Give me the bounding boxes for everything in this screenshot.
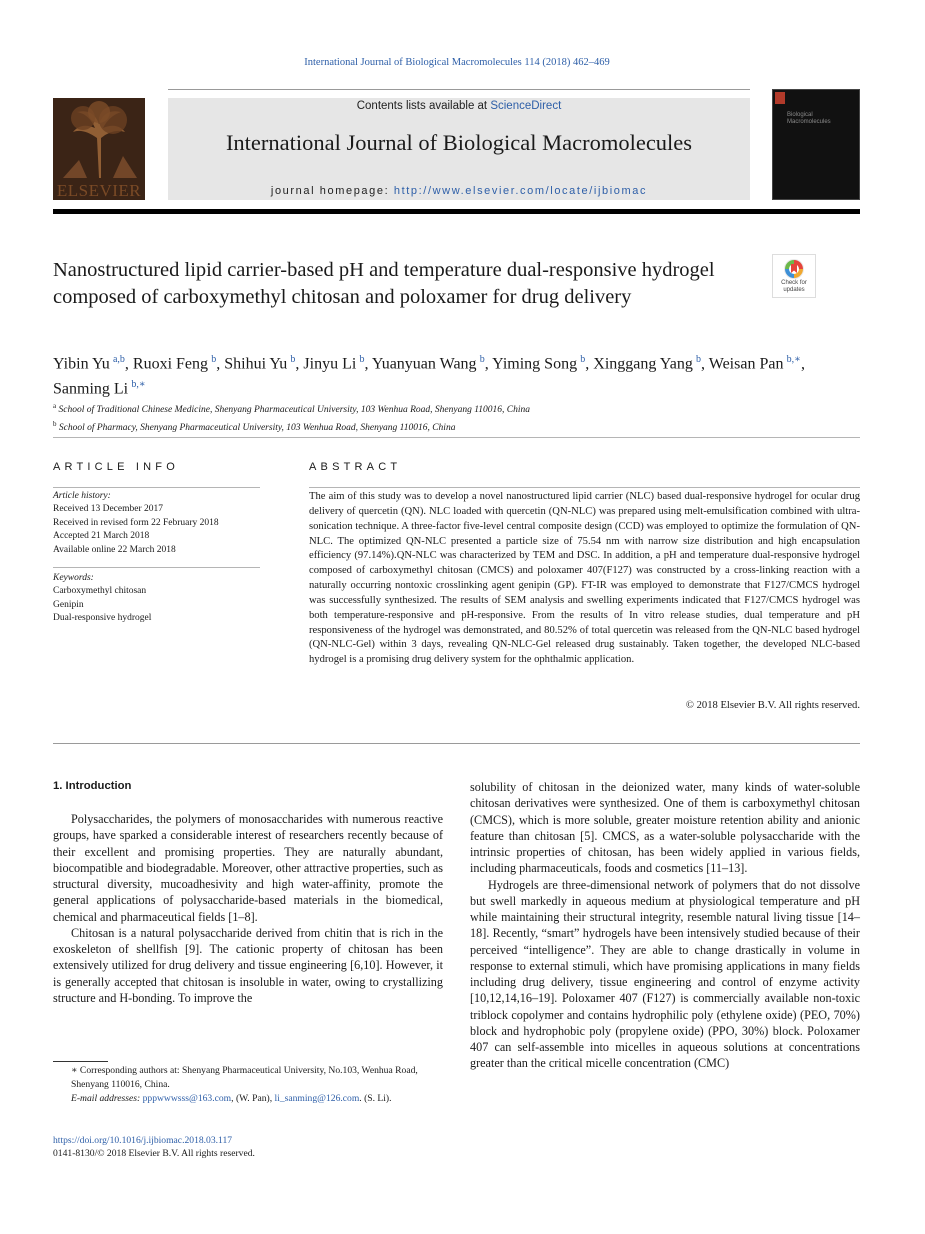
divider (309, 487, 860, 488)
author-name[interactable]: Xinggang Yang (593, 355, 693, 373)
tree-logo-icon (53, 98, 145, 182)
email-label: E-mail addresses: (71, 1092, 141, 1104)
email-owner: . (S. Li). (359, 1092, 392, 1104)
publisher-name: ELSEVIER (56, 181, 142, 200)
author-affiliation-mark[interactable]: a,b (112, 354, 125, 365)
body-paragraph: Polysaccharides, the polymers of monosaccharides with numerous reactive groups, have sparked a considerable interest of researchers recently because of their excellent and promising properties. They are naturally abundant, biocompatible and biodegradable. Moreover, other attractive properties, such as structural diversity, mucoadhesivity and high water-affinity, promote the general applications of polysaccharide-based materials in the biomedical, chemical and pharmaceutical fields [1–8]. (53, 812, 443, 924)
divider (53, 437, 860, 438)
email-link-pan[interactable]: pppwwwsss@163.com (142, 1092, 232, 1104)
cover-title: Biological Macromolecules (787, 112, 831, 125)
keywords-label: Keywords: (53, 573, 94, 583)
journal-title: International Journal of Biological Macromolecules (225, 130, 693, 155)
body-column-right (470, 779, 860, 1072)
affiliation-text: School of Traditional Chinese Medicine, Shenyang Pharmaceutical University, 103 Wenhua Road, Shenyang 110016, China (58, 405, 530, 416)
paper-title: Nanostructured lipid carrier-based pH and temperature dual-responsive hydrogel composed of carboxymethyl chitosan and poloxamer for drug delivery (53, 259, 715, 308)
affiliation-mark: a (53, 402, 57, 410)
history-item: Available online 22 March 2018 (53, 544, 176, 555)
body-column-left (53, 811, 443, 1006)
email-owner: , (W. Pan), (231, 1092, 275, 1104)
cover-emblem-icon (775, 92, 785, 104)
divider (53, 743, 860, 744)
author-name[interactable]: Yiming Song (492, 355, 578, 373)
history-label: Article history: (53, 491, 111, 501)
body-paragraph: solubility of chitosan in the deionized water, many kinds of water-soluble chitosan derivatives were synthesized. One of them is carboxymethyl chitosan (CMCS), which is more soluble, greater moisture retention ability and anionic feature than chitosan [5]. CMCS, as a water-soluble polysaccharide with the intrinsic properties of chitosan, has been widely applied in various fields, including pharmaceuticals, foods and cosmetics [11–13]. (470, 780, 860, 876)
body-paragraph: Chitosan is a natural polysaccharide derived from chitin that is rich in the exoskeleton of shellfish [9]. The cationic property of chitosan has been extensively utilized for drug delivery and tissue engineering [6,10]. However, it is generally accepted that chitosan is insoluble in water, owing to crystallizing structure and H-bonding. To improve the (53, 925, 443, 1005)
abstract-copyright: © 2018 Elsevier B.V. All rights reserved. (685, 700, 860, 711)
affiliation-mark: b (53, 419, 57, 428)
author-affiliation-mark[interactable]: b (290, 354, 296, 365)
check-updates-icon (783, 258, 805, 280)
homepage-link[interactable]: http://www.elsevier.com/locate/ijbiomac (393, 185, 648, 197)
check-updates-label-2: updates (783, 287, 805, 293)
header-rule (168, 89, 750, 90)
corresponding-footnote: ∗ Corresponding authors at: Shenyang Pharmaceutical University, No.103, Wenhua Road, Shenyang 110016, China. (71, 1065, 418, 1090)
footnote-rule (53, 1061, 108, 1062)
affiliation-b (53, 418, 860, 436)
author-name[interactable]: Ruoxi Feng (132, 355, 209, 373)
author-name[interactable]: Shihui Yu (224, 355, 288, 373)
keyword: Carboxymethyl chitosan (53, 586, 147, 597)
article-info-heading: ARTICLE INFO (53, 461, 179, 473)
author-name[interactable]: Weisan Pan (708, 355, 784, 373)
author-name[interactable]: Jinyu Li (303, 355, 357, 373)
author-affiliation-mark[interactable]: b,∗ (131, 379, 146, 391)
author-affiliation-mark[interactable]: b (211, 354, 217, 365)
sciencedirect-link[interactable]: ScienceDirect (490, 100, 562, 112)
email-footnote (53, 1092, 443, 1106)
history-item: Received 13 December 2017 (53, 504, 163, 515)
abstract-heading: ABSTRACT (309, 461, 402, 473)
abstract-text: The aim of this study was to develop a novel nanostructured lipid carrier (NLC) based dual-responsive hydrogel for ocular drug delivery of quercetin (QN). NLC loaded with quercetin (QN-NLC) was prepared using melt-emulsification combined with ultra-sonication technique. A three-factor five-level central composite design (CCD) was employed to optimize the formulation of QN-NLC. The optimized QN-NLC presented a particle size of 75.54 nm with narrow size distribution and high encapsulation efficiency (97.14%).QN-NLC was characterized by TEM and DSC. In addition, a pH and temperature dual-responsive hydrogel composed of carboxymethyl chitosan (CMCS) and poloxamer 407(F127) was constructed by a cross-linking reaction with a naturally occurring nontoxic crosslinking agent genipin (GP). FT-IR was employed to demonstrate that F127/CMCS hydrogel was successfully synthesized. The results of SEM analysis and swelling experiments indicated that F127/CMCS hydrogel was both temperature-responsive and pH-responsive. From the results of In vitro release studies, dual temperature and pH responsiveness of the hydrogel was demonstrated, and 80.52% of total quercetin was released from the QN-NLC based hydrogel (QN-NLC-Gel) within 3 days, revealing QN-NLC-Gel released drug sustainably. Taken together, the developed NLC-based hydrogel is a promising drug delivery system for the ophthalmic application. (309, 491, 860, 666)
author-affiliation-mark[interactable]: b (580, 354, 586, 365)
homepage-prefix: journal homepage: (270, 185, 394, 197)
author-list: Yibin Yu $^{a,b}$, Ruoxi Feng $^b$, Shihui Yu $^b$, Jinyu Li $^b$, Yuanyuan Wang $^b$, Yiming Song $^b$, Xinggang Yang $^b$, Weisan Pan $^{b,∗}$, Sanming Li $^{b,∗}$ (53, 354, 805, 398)
journal-homepage (168, 185, 750, 197)
keywords (53, 572, 263, 626)
affiliation-a (53, 400, 860, 418)
journal-cover[interactable] (772, 89, 860, 200)
doi-block (53, 1134, 453, 1160)
divider (53, 487, 260, 488)
author-affiliation-mark[interactable]: b (359, 354, 365, 365)
journal-header (168, 98, 750, 200)
contents-line (168, 100, 750, 112)
contents-prefix: Contents lists available at (356, 100, 491, 112)
affiliation-text: School of Pharmacy, Shenyang Pharmaceutical University, 103 Wenhua Road, Shenyang 110016, China (58, 422, 456, 433)
divider (53, 567, 260, 568)
affiliations (53, 400, 860, 435)
keyword: Dual-responsive hydrogel (53, 613, 152, 624)
history-item: Accepted 21 March 2018 (53, 531, 150, 542)
author-affiliation-mark[interactable]: b,∗ (786, 354, 801, 365)
body-paragraph: Hydrogels are three-dimensional network of polymers that do not dissolve but swell markedly in aqueous medium at physiological temperature and pH while maintaining their structural integrity, resemble natural living tissue [14–18]. Recently, “smart” hydrogels have been intensively studied because of their perceived “intelligence”. They are able to change drastically in volume in response to external stimuli, which have promising applications in many fields including drug delivery, tissue engineering and control of enzyme activity [10,12,14,16–19]. Poloxamer 407 (F127) is commercially available non-toxic triblock copolymer and contains hydrophilic poly (ethylene oxide) (PEO, 70%) block and hydrophobic poly (propylene oxide) (PPO, 30%) block. Poloxamer 407 can self-assemble into micelles in aqueous solutions at concentrations greater than the critical micelle concentration (CMC) (470, 877, 860, 1071)
author-name[interactable]: Sanming Li (53, 380, 129, 398)
section-heading: 1. Introduction (53, 780, 132, 792)
footnotes (53, 1064, 443, 1105)
elsevier-logo[interactable] (53, 98, 145, 200)
author-name[interactable]: Yuanyuan Wang (371, 355, 477, 373)
citation-link[interactable]: International Journal of Biological Macromolecules 114 (2018) 462–469 (304, 57, 610, 68)
doi-link[interactable]: https://doi.org/10.1016/j.ijbiomac.2018.03.117 (53, 1135, 233, 1146)
article-history (53, 490, 263, 557)
check-updates-label-1: Check for (781, 280, 807, 286)
journal-citation (0, 57, 914, 68)
author-affiliation-mark[interactable]: b (479, 354, 485, 365)
author-affiliation-mark[interactable]: b (696, 354, 702, 365)
issn-line: 0141-8130/© 2018 Elsevier B.V. All rights reserved. (53, 1148, 255, 1159)
keyword: Genipin (53, 599, 84, 610)
email-link-li[interactable]: li_sanming@126.com (274, 1092, 360, 1104)
author-name[interactable]: Yibin Yu (53, 355, 110, 373)
history-item: Received in revised form 22 February 2018 (53, 517, 219, 528)
check-for-updates-button[interactable] (772, 254, 816, 298)
header-thick-rule (53, 209, 860, 214)
